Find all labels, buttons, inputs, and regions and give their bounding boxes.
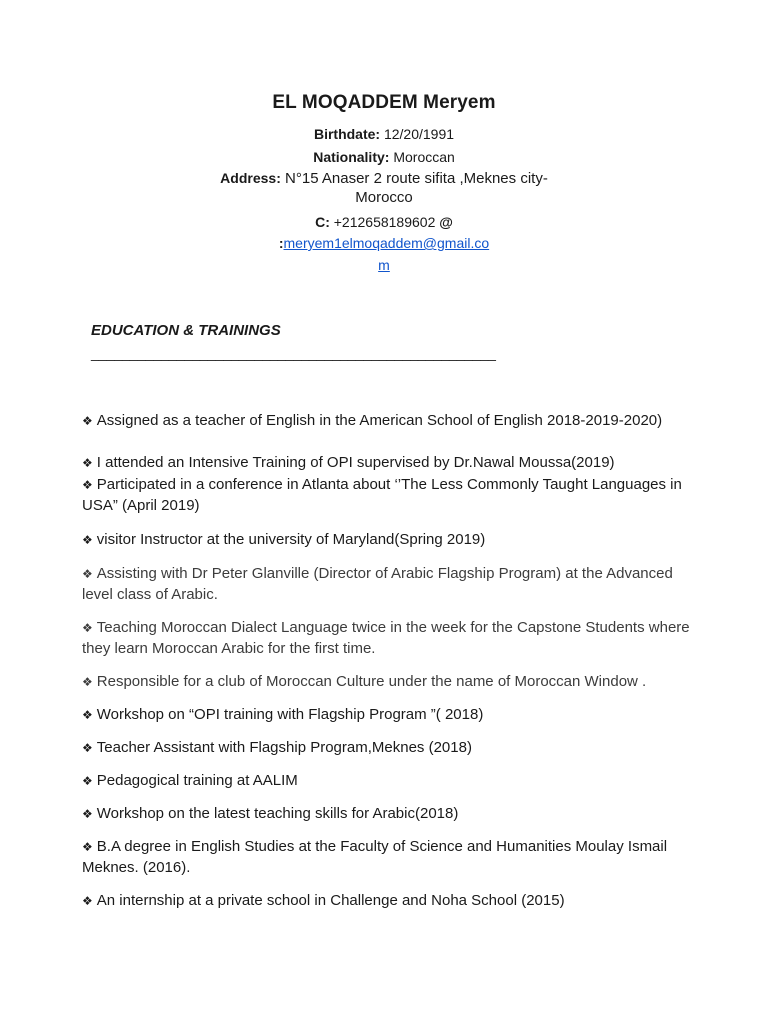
diamond-bullet-icon: ❖ bbox=[82, 807, 93, 821]
list-item-text: Workshop on “OPI training with Flagship Program ”( 2018) bbox=[96, 706, 484, 723]
list-item bbox=[82, 738, 702, 759]
diamond-bullet-icon: ❖ bbox=[82, 478, 93, 492]
list-item-text: visitor Instructor at the university of Maryland(Spring 2019) bbox=[96, 531, 486, 548]
diamond-bullet-icon: ❖ bbox=[82, 840, 93, 854]
list-item-text: I attended an Intensive Training of OPI supervised by Dr.Nawal Moussa(2019) bbox=[96, 454, 615, 471]
email-prefix: : bbox=[278, 235, 284, 251]
phone-value: +212658189602 bbox=[333, 214, 436, 230]
diamond-bullet-icon: ❖ bbox=[82, 456, 93, 470]
email-link-continued[interactable]: m bbox=[378, 257, 390, 273]
nationality-label: Nationality: bbox=[313, 149, 390, 165]
list-item bbox=[82, 564, 702, 605]
list-item-text: Assisting with Dr Peter Glanville (Director of Arabic Flagship Program) at the Advanced level class of Arabic. bbox=[82, 565, 673, 603]
list-item bbox=[82, 705, 702, 726]
list-item bbox=[82, 672, 702, 693]
list-item bbox=[82, 891, 702, 912]
diamond-bullet-icon: ❖ bbox=[82, 708, 93, 722]
diamond-bullet-icon: ❖ bbox=[82, 567, 93, 581]
list-item-text: Workshop on the latest teaching skills for Arabic(2018) bbox=[96, 805, 459, 822]
birthdate-label: Birthdate: bbox=[313, 126, 381, 142]
list-item bbox=[82, 530, 702, 551]
diamond-bullet-icon: ❖ bbox=[82, 894, 93, 908]
diamond-bullet-icon: ❖ bbox=[82, 414, 93, 428]
list-item-text: An internship at a private school in Challenge and Noha School (2015) bbox=[96, 892, 565, 909]
section-heading-education: EDUCATION & TRAININGS bbox=[91, 322, 281, 339]
address-line1: N°15 Anaser 2 route sifita ,Meknes city- bbox=[285, 170, 548, 187]
list-item-text: B.A degree in English Studies at the Faculty of Science and Humanities Moulay Ismail Meknes. (2016). bbox=[82, 838, 668, 876]
birthdate-line bbox=[0, 124, 768, 144]
list-item bbox=[82, 411, 702, 432]
nationality-line bbox=[0, 147, 768, 167]
list-item-text: Participated in a conference in Atlanta about ‘’The Less Commonly Taught Languages in USA” (April 2019) bbox=[82, 476, 682, 514]
diamond-bullet-icon: ❖ bbox=[82, 774, 93, 788]
list-item-text: Pedagogical training at AALIM bbox=[96, 772, 298, 789]
diamond-bullet-icon: ❖ bbox=[82, 675, 93, 689]
birthdate-value: 12/20/1991 bbox=[383, 126, 455, 142]
list-item bbox=[82, 618, 702, 659]
email-line2 bbox=[0, 255, 768, 275]
contact-line bbox=[0, 212, 768, 232]
diamond-bullet-icon: ❖ bbox=[82, 741, 93, 755]
email-line bbox=[0, 233, 768, 253]
diamond-bullet-icon: ❖ bbox=[82, 533, 93, 547]
list-item-text: Teaching Moroccan Dialect Language twice in the week for the Capstone Students where they learn Moroccan Arabic for the first time. bbox=[82, 619, 690, 657]
diamond-bullet-icon: ❖ bbox=[82, 621, 93, 635]
list-item bbox=[82, 453, 702, 474]
list-item bbox=[82, 837, 702, 878]
email-label: @ bbox=[439, 214, 453, 230]
list-item-text: Assigned as a teacher of English in the American School of English 2018-2019-2020) bbox=[96, 412, 663, 429]
list-item-text: Responsible for a club of Moroccan Culture under the name of Moroccan Window . bbox=[96, 673, 647, 690]
list-item-text: Teacher Assistant with Flagship Program,Meknes (2018) bbox=[96, 739, 472, 756]
list-item bbox=[82, 804, 702, 825]
section-divider: ____________________________________________________ bbox=[91, 345, 496, 361]
phone-label: C: bbox=[315, 214, 330, 230]
list-item bbox=[82, 475, 702, 516]
address-line2: Morocco bbox=[355, 189, 413, 206]
address-label: Address: bbox=[220, 170, 281, 186]
email-link[interactable]: meryem1elmoqaddem@gmail.co bbox=[283, 235, 490, 251]
list-item bbox=[82, 771, 702, 792]
page-title: EL MOQADDEM Meryem bbox=[272, 92, 496, 113]
nationality-value: Moroccan bbox=[393, 149, 455, 165]
address-line bbox=[0, 168, 768, 189]
